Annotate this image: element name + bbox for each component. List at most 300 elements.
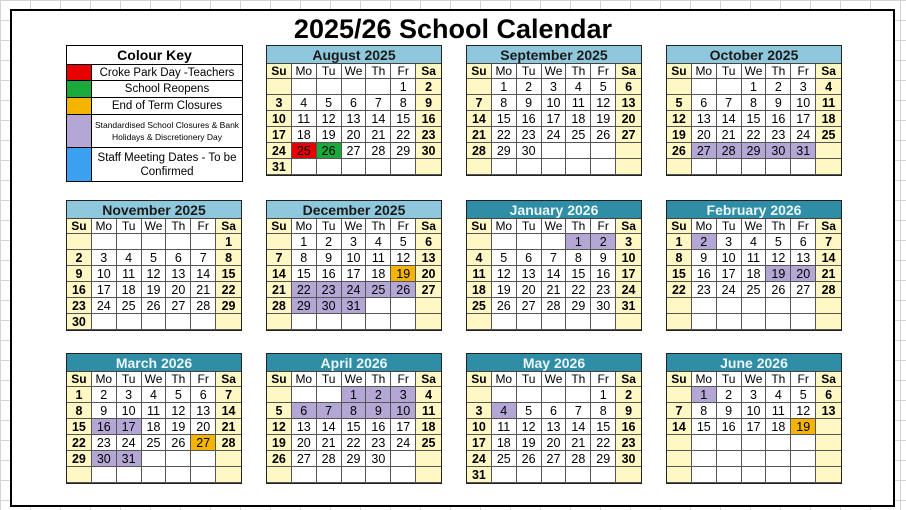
day-cell: 3 — [791, 79, 816, 95]
month-january-2026 — [466, 200, 642, 331]
empty-cell — [816, 451, 841, 467]
day-cell: 1 — [742, 79, 767, 95]
day-cell: 6 — [517, 250, 542, 266]
day-cell: 6 — [292, 403, 317, 419]
day-cell: 29 — [342, 451, 367, 467]
day-cell: 17 — [616, 266, 641, 282]
day-cell: 2 — [591, 234, 616, 250]
day-header: Mo — [492, 372, 517, 387]
day-cell: 22 — [216, 282, 241, 298]
empty-cell — [791, 314, 816, 330]
day-cell: 18 — [467, 282, 492, 298]
empty-cell — [667, 451, 692, 467]
day-header: We — [742, 64, 767, 79]
day-cell: 8 — [342, 403, 367, 419]
day-cell: 15 — [342, 419, 367, 435]
day-header: We — [742, 372, 767, 387]
day-cell: 5 — [492, 250, 517, 266]
empty-cell — [517, 159, 542, 175]
day-cell: 3 — [267, 95, 292, 111]
day-header: Sa — [216, 219, 241, 234]
empty-cell — [791, 467, 816, 483]
day-cell: 19 — [667, 127, 692, 143]
day-header: Mo — [292, 64, 317, 79]
day-cell: 10 — [542, 95, 567, 111]
day-cell: 5 — [766, 234, 791, 250]
day-header: Su — [667, 219, 692, 234]
empty-cell — [616, 159, 641, 175]
month-may-2026 — [466, 353, 642, 484]
empty-cell — [191, 467, 216, 483]
day-cell: 23 — [67, 298, 92, 314]
day-cell: 8 — [67, 403, 92, 419]
day-cell: 14 — [467, 111, 492, 127]
empty-cell — [816, 419, 841, 435]
day-cell: 20 — [166, 282, 191, 298]
day-cell: 15 — [591, 419, 616, 435]
key-label: Staff Meeting Dates - To be Confirmed — [97, 151, 237, 178]
day-cell: 5 — [667, 95, 692, 111]
empty-cell — [117, 467, 142, 483]
day-cell: 21 — [467, 127, 492, 143]
empty-cell — [566, 143, 591, 159]
day-cell: 21 — [366, 127, 391, 143]
empty-cell — [766, 451, 791, 467]
day-cell: 16 — [517, 111, 542, 127]
day-cell: 8 — [742, 95, 767, 111]
key-row — [67, 115, 242, 148]
day-cell: 19 — [317, 127, 342, 143]
day-header: Fr — [791, 219, 816, 234]
empty-cell — [742, 298, 767, 314]
day-header: Su — [267, 219, 292, 234]
key-label: Standardised School Closures & Bank Holidays & Discretionery Day — [94, 120, 240, 142]
day-header: Mo — [692, 219, 717, 234]
empty-cell — [267, 467, 292, 483]
empty-cell — [166, 234, 191, 250]
day-cell: 25 — [742, 282, 767, 298]
empty-cell — [692, 467, 717, 483]
day-cell: 25 — [292, 143, 317, 159]
empty-cell — [542, 387, 567, 403]
day-cell: 30 — [366, 451, 391, 467]
day-cell: 13 — [791, 250, 816, 266]
empty-cell — [766, 159, 791, 175]
day-header: Sa — [816, 372, 841, 387]
day-cell: 29 — [391, 143, 416, 159]
empty-cell — [742, 451, 767, 467]
day-header: Fr — [591, 372, 616, 387]
day-cell: 30 — [517, 143, 542, 159]
day-header: We — [342, 219, 367, 234]
empty-cell — [67, 467, 92, 483]
day-cell: 30 — [591, 298, 616, 314]
day-header: We — [342, 64, 367, 79]
day-cell: 3 — [342, 234, 367, 250]
day-cell: 18 — [816, 111, 841, 127]
empty-cell — [166, 451, 191, 467]
day-cell: 2 — [317, 234, 342, 250]
empty-cell — [667, 79, 692, 95]
empty-cell — [717, 435, 742, 451]
key-row — [67, 81, 242, 98]
day-cell: 2 — [692, 234, 717, 250]
day-cell: 6 — [166, 250, 191, 266]
day-cell: 27 — [542, 451, 567, 467]
month-title: August 2025 — [267, 46, 441, 64]
day-cell: 1 — [667, 234, 692, 250]
day-header: Tu — [317, 372, 342, 387]
month-march-2026 — [66, 353, 242, 484]
empty-cell — [142, 467, 167, 483]
day-cell: 20 — [191, 419, 216, 435]
day-cell: 4 — [142, 387, 167, 403]
empty-cell — [566, 467, 591, 483]
empty-cell — [191, 314, 216, 330]
month-october-2025 — [666, 45, 842, 176]
empty-cell — [816, 314, 841, 330]
day-cell: 13 — [166, 266, 191, 282]
day-header: Fr — [391, 372, 416, 387]
month-title: June 2026 — [667, 354, 841, 372]
day-cell: 28 — [566, 451, 591, 467]
empty-cell — [117, 314, 142, 330]
day-header: We — [342, 372, 367, 387]
day-cell: 23 — [692, 282, 717, 298]
empty-cell — [492, 467, 517, 483]
day-header: Th — [766, 64, 791, 79]
day-cell: 7 — [717, 95, 742, 111]
day-cell: 12 — [142, 266, 167, 282]
month-september-2025 — [466, 45, 642, 176]
empty-cell — [216, 451, 241, 467]
day-cell: 11 — [816, 95, 841, 111]
day-cell: 24 — [267, 143, 292, 159]
empty-cell — [366, 467, 391, 483]
empty-cell — [667, 298, 692, 314]
day-cell: 15 — [292, 266, 317, 282]
empty-cell — [317, 79, 342, 95]
day-cell: 26 — [166, 435, 191, 451]
month-april-2026 — [266, 353, 442, 484]
day-cell: 11 — [492, 419, 517, 435]
day-cell: 21 — [566, 435, 591, 451]
empty-cell — [692, 435, 717, 451]
day-cell: 6 — [816, 387, 841, 403]
day-cell: 24 — [391, 435, 416, 451]
day-header: Tu — [517, 64, 542, 79]
day-cell: 10 — [267, 111, 292, 127]
day-cell: 9 — [517, 95, 542, 111]
day-cell: 18 — [416, 419, 441, 435]
day-cell: 1 — [67, 387, 92, 403]
day-cell: 17 — [117, 419, 142, 435]
month-title: November 2025 — [67, 201, 241, 219]
day-cell: 4 — [566, 79, 591, 95]
day-cell: 21 — [717, 127, 742, 143]
day-header: Tu — [117, 219, 142, 234]
empty-cell — [616, 143, 641, 159]
day-cell: 22 — [566, 282, 591, 298]
empty-cell — [591, 159, 616, 175]
day-cell: 24 — [467, 451, 492, 467]
empty-cell — [317, 467, 342, 483]
day-header: Th — [366, 219, 391, 234]
empty-cell — [142, 234, 167, 250]
day-cell: 29 — [292, 298, 317, 314]
empty-cell — [467, 79, 492, 95]
empty-cell — [366, 79, 391, 95]
day-cell: 27 — [692, 143, 717, 159]
day-header: Fr — [791, 64, 816, 79]
day-cell: 6 — [692, 95, 717, 111]
empty-cell — [542, 467, 567, 483]
day-cell: 16 — [766, 111, 791, 127]
day-cell: 20 — [292, 435, 317, 451]
day-cell: 18 — [292, 127, 317, 143]
day-cell: 16 — [692, 266, 717, 282]
day-header: Tu — [317, 219, 342, 234]
day-cell: 7 — [216, 387, 241, 403]
day-cell: 31 — [342, 298, 367, 314]
empty-cell — [791, 298, 816, 314]
day-cell: 19 — [166, 419, 191, 435]
day-header: Th — [166, 372, 191, 387]
day-header: Su — [467, 372, 492, 387]
day-cell: 1 — [492, 79, 517, 95]
day-cell: 28 — [191, 298, 216, 314]
day-cell: 8 — [492, 95, 517, 111]
day-cell: 5 — [517, 403, 542, 419]
day-header: Tu — [717, 372, 742, 387]
empty-cell — [416, 159, 441, 175]
day-cell: 26 — [267, 451, 292, 467]
day-cell: 27 — [342, 143, 367, 159]
day-cell: 3 — [467, 403, 492, 419]
day-cell: 12 — [791, 403, 816, 419]
day-cell: 12 — [317, 111, 342, 127]
month-title: March 2026 — [67, 354, 241, 372]
day-cell: 12 — [667, 111, 692, 127]
day-cell: 18 — [142, 419, 167, 435]
day-cell: 11 — [117, 266, 142, 282]
day-cell: 22 — [742, 127, 767, 143]
day-cell: 8 — [566, 250, 591, 266]
empty-cell — [517, 467, 542, 483]
day-cell: 30 — [67, 314, 92, 330]
day-cell: 18 — [366, 266, 391, 282]
empty-cell — [667, 467, 692, 483]
empty-cell — [742, 314, 767, 330]
day-cell: 4 — [292, 95, 317, 111]
day-header: Fr — [391, 219, 416, 234]
day-cell: 15 — [667, 266, 692, 282]
empty-cell — [791, 451, 816, 467]
day-cell: 26 — [391, 282, 416, 298]
day-header: Th — [566, 372, 591, 387]
day-cell: 12 — [517, 419, 542, 435]
day-cell: 1 — [391, 79, 416, 95]
empty-cell — [317, 314, 342, 330]
day-cell: 13 — [517, 266, 542, 282]
empty-cell — [416, 467, 441, 483]
day-cell: 30 — [92, 451, 117, 467]
day-cell: 13 — [816, 403, 841, 419]
day-cell: 27 — [416, 282, 441, 298]
day-header: We — [542, 219, 567, 234]
day-cell: 24 — [92, 298, 117, 314]
day-header: Su — [467, 64, 492, 79]
day-cell: 17 — [467, 435, 492, 451]
day-header: Tu — [517, 219, 542, 234]
day-cell: 22 — [492, 127, 517, 143]
day-cell: 9 — [317, 250, 342, 266]
empty-cell — [391, 314, 416, 330]
empty-cell — [542, 314, 567, 330]
month-title: October 2025 — [667, 46, 841, 64]
day-cell: 15 — [692, 419, 717, 435]
day-cell: 26 — [517, 451, 542, 467]
day-cell: 22 — [342, 435, 367, 451]
month-title: January 2026 — [467, 201, 641, 219]
month-title: April 2026 — [267, 354, 441, 372]
day-cell: 22 — [67, 435, 92, 451]
day-cell: 28 — [317, 451, 342, 467]
day-cell: 18 — [492, 435, 517, 451]
day-cell: 23 — [366, 435, 391, 451]
day-cell: 26 — [142, 298, 167, 314]
day-cell: 12 — [766, 250, 791, 266]
page-title: 2025/26 School Calendar — [293, 14, 613, 44]
empty-cell — [816, 159, 841, 175]
day-header: Sa — [216, 372, 241, 387]
day-header: Sa — [816, 219, 841, 234]
day-cell: 7 — [191, 250, 216, 266]
empty-cell — [416, 298, 441, 314]
day-cell: 1 — [216, 234, 241, 250]
empty-cell — [117, 234, 142, 250]
day-cell: 27 — [616, 127, 641, 143]
day-cell: 4 — [492, 403, 517, 419]
day-header: Mo — [292, 219, 317, 234]
day-cell: 9 — [616, 403, 641, 419]
day-cell: 2 — [67, 250, 92, 266]
day-cell: 30 — [317, 298, 342, 314]
day-cell: 4 — [766, 387, 791, 403]
day-cell: 9 — [692, 250, 717, 266]
key-swatch — [67, 65, 92, 80]
empty-cell — [717, 314, 742, 330]
day-cell: 29 — [216, 298, 241, 314]
day-cell: 8 — [667, 250, 692, 266]
day-cell: 21 — [317, 435, 342, 451]
day-cell: 15 — [566, 266, 591, 282]
day-cell: 3 — [616, 234, 641, 250]
empty-cell — [667, 314, 692, 330]
empty-cell — [366, 314, 391, 330]
day-header: Th — [166, 219, 191, 234]
day-cell: 11 — [766, 403, 791, 419]
day-cell: 27 — [292, 451, 317, 467]
day-cell: 16 — [416, 111, 441, 127]
day-cell: 17 — [267, 127, 292, 143]
month-november-2025 — [66, 200, 242, 331]
empty-cell — [566, 314, 591, 330]
day-cell: 28 — [816, 282, 841, 298]
day-cell: 28 — [216, 435, 241, 451]
day-header: Mo — [292, 372, 317, 387]
day-cell: 20 — [542, 435, 567, 451]
day-cell: 4 — [816, 79, 841, 95]
day-cell: 27 — [517, 298, 542, 314]
key-label: Croke Park Day -Teachers — [99, 66, 235, 79]
day-header: Fr — [191, 219, 216, 234]
day-cell: 30 — [766, 143, 791, 159]
day-cell: 17 — [92, 282, 117, 298]
empty-cell — [517, 234, 542, 250]
empty-cell — [292, 314, 317, 330]
day-cell: 13 — [542, 419, 567, 435]
day-cell: 17 — [742, 419, 767, 435]
day-cell: 1 — [566, 234, 591, 250]
day-cell: 25 — [492, 451, 517, 467]
day-cell: 13 — [342, 111, 367, 127]
day-cell: 6 — [616, 79, 641, 95]
day-cell: 3 — [391, 387, 416, 403]
day-cell: 25 — [467, 298, 492, 314]
day-cell: 24 — [791, 127, 816, 143]
day-cell: 21 — [267, 282, 292, 298]
day-cell: 2 — [616, 387, 641, 403]
day-header: Th — [566, 64, 591, 79]
empty-cell — [742, 467, 767, 483]
empty-cell — [692, 314, 717, 330]
day-cell: 14 — [191, 266, 216, 282]
day-cell: 10 — [717, 250, 742, 266]
empty-cell — [342, 159, 367, 175]
day-cell: 9 — [416, 95, 441, 111]
empty-cell — [267, 234, 292, 250]
day-header: Fr — [191, 372, 216, 387]
day-header: We — [142, 372, 167, 387]
day-cell: 14 — [267, 266, 292, 282]
empty-cell — [791, 435, 816, 451]
day-header: Tu — [717, 219, 742, 234]
day-cell: 10 — [342, 250, 367, 266]
day-cell: 29 — [591, 451, 616, 467]
day-cell: 2 — [766, 79, 791, 95]
day-cell: 23 — [766, 127, 791, 143]
day-cell: 25 — [142, 435, 167, 451]
day-cell: 11 — [366, 250, 391, 266]
day-cell: 28 — [542, 298, 567, 314]
key-swatch — [67, 98, 92, 114]
day-header: Sa — [616, 219, 641, 234]
key-swatch — [67, 148, 92, 181]
empty-cell — [791, 159, 816, 175]
day-cell: 23 — [416, 127, 441, 143]
day-cell: 11 — [142, 403, 167, 419]
key-label: End of Term Closures — [111, 100, 223, 112]
month-june-2026 — [666, 353, 842, 484]
empty-cell — [216, 467, 241, 483]
empty-cell — [542, 159, 567, 175]
month-title: December 2025 — [267, 201, 441, 219]
day-header: Mo — [92, 219, 117, 234]
day-cell: 23 — [616, 435, 641, 451]
day-cell: 16 — [591, 266, 616, 282]
day-cell: 23 — [92, 435, 117, 451]
